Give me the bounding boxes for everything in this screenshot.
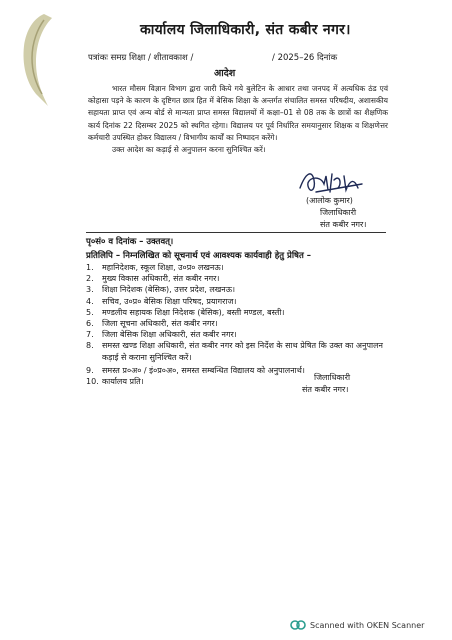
signatory-place: संत कबीर नगर। bbox=[320, 220, 367, 229]
signatory-block bbox=[306, 195, 366, 231]
list-item: 3. शिक्षा निदेशक (बेसिक), उत्तर प्रदेश, लखनऊ। bbox=[86, 285, 236, 295]
footer-signatory-block bbox=[302, 372, 350, 396]
signatory-designation: जिलाधिकारी bbox=[320, 208, 357, 217]
reference-date: / 2025–26 दिनांक bbox=[272, 53, 338, 63]
list-item: 8. समस्त खण्ड शिक्षा अधिकारी, संत कबीर नगर को इस निर्देश के साथ प्रेषित कि उक्त का अनुपालन कड़ाई से कराना सुनिश्चित करें। bbox=[86, 341, 383, 362]
list-item: 2. मुख्य विकास अधिकारी, संत कबीर नगर। bbox=[86, 274, 220, 284]
list-item: 1. महानिदेशक, स्कूल शिक्षा, उ०प्र० लखनऊ। bbox=[86, 263, 224, 272]
list-item: 9. समस्त प्र०अ० / इं०प्र०अ०, समस्त सम्बन्धित विद्यालय को अनुपालनार्थ। bbox=[86, 365, 305, 375]
handwritten-signature bbox=[296, 166, 366, 198]
footer-place: संत कबीर नगर। bbox=[302, 385, 349, 394]
scanner-logo-icon bbox=[290, 619, 306, 631]
memo-number: पृ०सं० व दिनांक – उक्तवत्। bbox=[86, 237, 174, 247]
list-item: 10. कार्यालय प्रति। bbox=[86, 377, 144, 387]
office-title: कार्यालय जिलाधिकारी, संत कबीर नगर। bbox=[140, 22, 351, 38]
list-item: 7. जिला बेसिक शिक्षा अधिकारी, संत कबीर नगर। bbox=[86, 330, 237, 340]
order-paragraph: भारत मौसम विज्ञान विभाग द्वारा जारी किये गये बुलेटिन के आधार तथा जनपद में अत्यधिक ठंड एवं कोहासा पड़ने के कारण के दृष्टिगत छात्र हित में बेसिक शिक्षा के अन्तर्गत संचालित समस्त परिषदीय, अशासकीय सहायता प्राप्त एवं अन्य बोर्ड से मान्यता प्राप्त समस्त विद्यालयों में कक्षा–01 से 08 तक के छात्रों का शैक्षणिक कार्य दिनांक 22 दिसम्बर 2025 को स्थगित रहेगा। विद्यालय पर पूर्व निर्धारित समयानुसार शिक्षक व शिक्षणेत्तर कर्मचारी उपस्थित होकर विद्यालय / विभागीय कार्यों का निष्पादन करेंगे। bbox=[88, 84, 388, 142]
section-divider bbox=[86, 232, 386, 233]
scanner-label: Scanned with OKEN Scanner bbox=[310, 620, 425, 630]
copy-to-intro: प्रतिलिपि – निम्नलिखित को सूचनार्थ एवं आवश्यक कार्यवाही हेतु प्रेषित – bbox=[86, 251, 312, 261]
scanner-watermark bbox=[290, 619, 424, 631]
order-body bbox=[88, 83, 388, 156]
order-paragraph: उक्त आदेश का कड़ाई से अनुपालन करना सुनिश्चित करें। bbox=[112, 145, 266, 155]
reference-number: पत्रांकः समग्र शिक्षा / शीतावकाश / bbox=[88, 53, 194, 63]
signatory-name: (आलोक कुमार) bbox=[306, 196, 353, 205]
list-item: 6. जिला सूचना अधिकारी, संत कबीर नगर। bbox=[86, 319, 218, 329]
emblem-seal-icon bbox=[14, 10, 58, 110]
list-item: 4. सचिव, उ०प्र० बेसिक शिक्षा परिषद, प्रयागराज। bbox=[86, 296, 237, 306]
recipient-list bbox=[86, 262, 391, 387]
order-heading: आदेश bbox=[214, 68, 236, 79]
list-item: 5. मण्डलीय सहायक शिक्षा निदेशक (बेसिक), बस्ती मण्डल, बस्ती। bbox=[86, 307, 285, 317]
footer-designation: जिलाधिकारी bbox=[314, 373, 351, 382]
